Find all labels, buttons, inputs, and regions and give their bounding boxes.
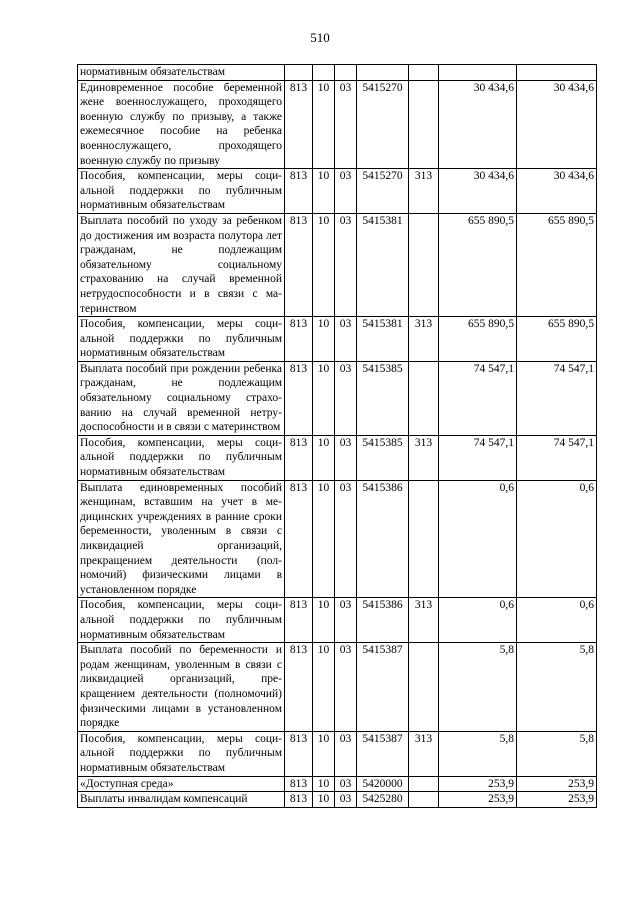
table-row [78, 65, 597, 81]
cell-subsection-code: 03 [335, 643, 357, 732]
cell-section-code: 10 [313, 598, 335, 643]
cell-subsection-code: 03 [335, 792, 357, 808]
cell-expense-type-code: 313 [409, 731, 439, 776]
cell-description: Единовременное пособие беременной жене военнослужащего, проходящего военную службу по призыву, а также ежемесячное пособие на ребенка военнослужащего, проходящего военную службу по призыву [78, 80, 285, 169]
cell-amount-2: 253,9 [517, 792, 597, 808]
cell-article-code: 5415386 [357, 598, 409, 643]
cell-article-code: 5415387 [357, 643, 409, 732]
cell-description: Выплата единовременных пособий женщинам, вставшим на учет в медицинских учреждениях в ранние сроки беременности, уволенным в связи с ликвидацией организаций, прекращением деятельности (полномочий) физическими лицами в установленном порядке [78, 480, 285, 598]
table-row [78, 776, 597, 792]
cell-amount-2: 253,9 [517, 776, 597, 792]
cell-description: Пособия, компенсации, меры социальной поддержки по публичным нормативным обязательствам [78, 169, 285, 214]
cell-ministry-code: 813 [285, 80, 313, 169]
cell-amount-2: 74 547,1 [517, 361, 597, 435]
cell-description: Выплаты инвалидам компенсаций [78, 792, 285, 808]
cell-ministry-code: 813 [285, 643, 313, 732]
cell-amount-2: 5,8 [517, 643, 597, 732]
cell-ministry-code: 813 [285, 598, 313, 643]
cell-section-code: 10 [313, 80, 335, 169]
cell-ministry-code: 813 [285, 792, 313, 808]
cell-description: Выплата пособий по уходу за ребенком до достижения им возраста полутора лет гражданам, не подлежащим обязательному социальному страхованию на случай временной нетрудоспособности и в связи с материнством [78, 213, 285, 316]
cell-expense-type-code [409, 213, 439, 316]
cell-amount-1: 30 434,6 [439, 80, 517, 169]
cell-amount-1: 0,6 [439, 480, 517, 598]
table-row [78, 480, 597, 598]
cell-expense-type-code: 313 [409, 317, 439, 362]
cell-description: нормативным обязательствам [78, 65, 285, 81]
cell-expense-type-code [409, 65, 439, 81]
cell-article-code: 5415270 [357, 80, 409, 169]
cell-expense-type-code [409, 480, 439, 598]
cell-expense-type-code [409, 643, 439, 732]
cell-article-code: 5415386 [357, 480, 409, 598]
cell-expense-type-code: 313 [409, 435, 439, 480]
cell-ministry-code: 813 [285, 361, 313, 435]
cell-section-code: 10 [313, 435, 335, 480]
table-row [78, 80, 597, 169]
cell-subsection-code: 03 [335, 435, 357, 480]
cell-amount-2: 30 434,6 [517, 169, 597, 214]
cell-article-code: 5415385 [357, 435, 409, 480]
cell-section-code: 10 [313, 776, 335, 792]
cell-article-code: 5415385 [357, 361, 409, 435]
cell-subsection-code: 03 [335, 317, 357, 362]
cell-expense-type-code [409, 792, 439, 808]
cell-amount-1: 5,8 [439, 731, 517, 776]
cell-section-code: 10 [313, 213, 335, 316]
cell-ministry-code: 813 [285, 169, 313, 214]
cell-amount-2: 30 434,6 [517, 80, 597, 169]
cell-ministry-code [285, 65, 313, 81]
cell-amount-1: 74 547,1 [439, 361, 517, 435]
cell-description: «Доступная среда» [78, 776, 285, 792]
cell-amount-1: 0,6 [439, 598, 517, 643]
cell-article-code: 5425280 [357, 792, 409, 808]
cell-expense-type-code: 313 [409, 169, 439, 214]
cell-ministry-code: 813 [285, 731, 313, 776]
cell-subsection-code: 03 [335, 80, 357, 169]
cell-subsection-code: 03 [335, 361, 357, 435]
table-row [78, 792, 597, 808]
table-row [78, 361, 597, 435]
cell-subsection-code: 03 [335, 169, 357, 214]
cell-section-code: 10 [313, 169, 335, 214]
cell-amount-1 [439, 65, 517, 81]
cell-section-code: 10 [313, 731, 335, 776]
cell-amount-1: 253,9 [439, 776, 517, 792]
cell-description: Выплата пособий при рождении ребенка гражданам, не подлежащим обязательному социальному страхованию на случай временной нетрудоспособности и в связи с материнством [78, 361, 285, 435]
cell-expense-type-code: 313 [409, 598, 439, 643]
table-row [78, 317, 597, 362]
cell-amount-1: 655 890,5 [439, 317, 517, 362]
table-row [78, 643, 597, 732]
table-row [78, 731, 597, 776]
cell-subsection-code: 03 [335, 776, 357, 792]
cell-subsection-code: 03 [335, 731, 357, 776]
cell-section-code: 10 [313, 643, 335, 732]
cell-section-code: 10 [313, 480, 335, 598]
table-row [78, 213, 597, 316]
cell-article-code: 5415270 [357, 169, 409, 214]
cell-section-code: 10 [313, 361, 335, 435]
cell-article-code [357, 65, 409, 81]
cell-ministry-code: 813 [285, 480, 313, 598]
cell-article-code: 5415381 [357, 317, 409, 362]
cell-ministry-code: 813 [285, 317, 313, 362]
cell-ministry-code: 813 [285, 776, 313, 792]
cell-subsection-code [335, 65, 357, 81]
cell-amount-2 [517, 65, 597, 81]
cell-article-code: 5415381 [357, 213, 409, 316]
cell-amount-2: 655 890,5 [517, 317, 597, 362]
cell-description: Выплата пособий по беременности и родам женщинам, уволенным в связи с ликвидацией организаций, прекращением деятельности (полномочий) физическими лицами в установленном порядке [78, 643, 285, 732]
cell-expense-type-code [409, 361, 439, 435]
cell-description: Пособия, компенсации, меры социальной поддержки по публичным нормативным обязательствам [78, 435, 285, 480]
table-row [78, 435, 597, 480]
cell-subsection-code: 03 [335, 480, 357, 598]
cell-subsection-code: 03 [335, 598, 357, 643]
cell-amount-2: 0,6 [517, 598, 597, 643]
cell-description: Пособия, компенсации, меры социальной поддержки по публичным нормативным обязательствам [78, 317, 285, 362]
table-row [78, 169, 597, 214]
cell-expense-type-code [409, 776, 439, 792]
cell-amount-1: 655 890,5 [439, 213, 517, 316]
cell-section-code: 10 [313, 317, 335, 362]
cell-amount-1: 5,8 [439, 643, 517, 732]
cell-article-code: 5420000 [357, 776, 409, 792]
cell-amount-1: 253,9 [439, 792, 517, 808]
cell-ministry-code: 813 [285, 435, 313, 480]
cell-amount-1: 30 434,6 [439, 169, 517, 214]
cell-amount-1: 74 547,1 [439, 435, 517, 480]
table-row [78, 598, 597, 643]
cell-amount-2: 0,6 [517, 480, 597, 598]
budget-table [77, 64, 597, 808]
cell-article-code: 5415387 [357, 731, 409, 776]
cell-ministry-code: 813 [285, 213, 313, 316]
cell-description: Пособия, компенсации, меры социальной поддержки по публичным нормативным обязательствам [78, 731, 285, 776]
cell-amount-2: 5,8 [517, 731, 597, 776]
cell-amount-2: 74 547,1 [517, 435, 597, 480]
page-number: 510 [310, 30, 330, 45]
cell-section-code [313, 65, 335, 81]
cell-subsection-code: 03 [335, 213, 357, 316]
cell-description: Пособия, компенсации, меры социальной поддержки по публичным нормативным обязательствам [78, 598, 285, 643]
cell-amount-2: 655 890,5 [517, 213, 597, 316]
cell-section-code: 10 [313, 792, 335, 808]
cell-expense-type-code [409, 80, 439, 169]
